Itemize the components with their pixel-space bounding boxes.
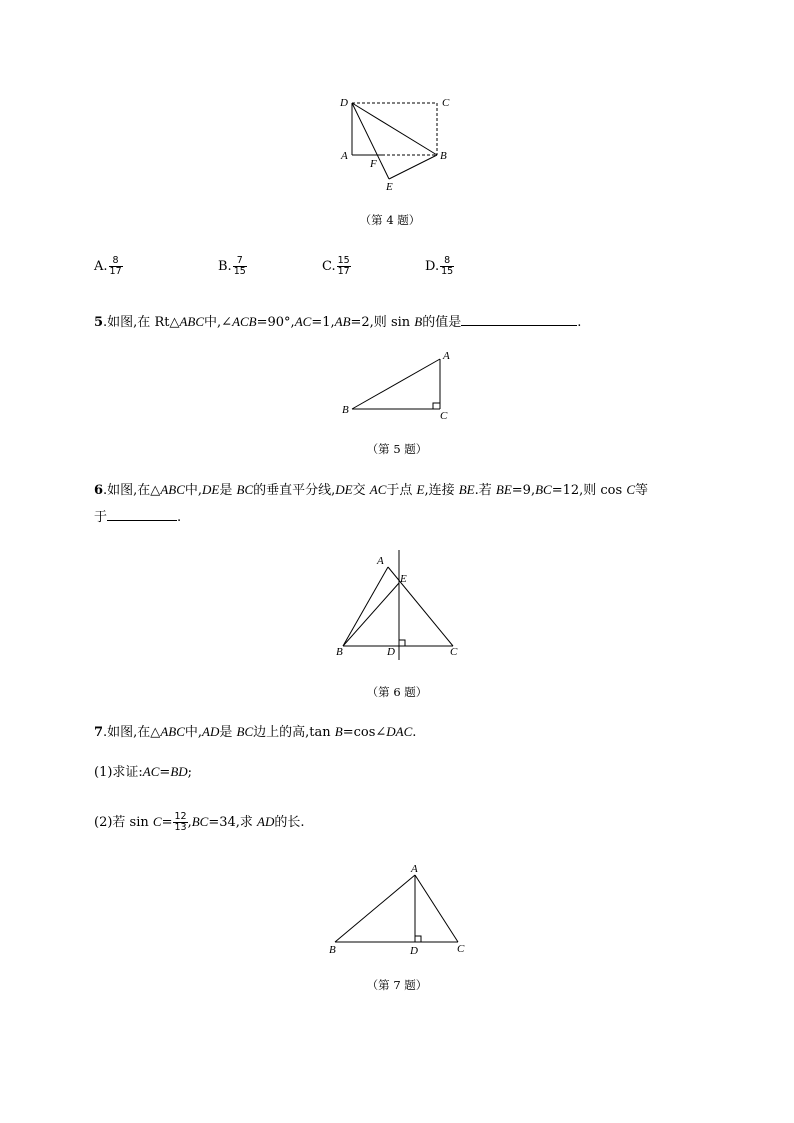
question-7-number: 7 — [94, 725, 104, 740]
figure-6 — [330, 545, 465, 665]
q6-c: C — [626, 482, 635, 497]
question-7 — [94, 722, 416, 743]
option-a — [94, 256, 123, 277]
figure-4 — [330, 90, 460, 200]
q5-ac: AC — [294, 314, 312, 329]
q7-p2-sep: , — [187, 815, 192, 830]
q7-text-f: . — [412, 725, 417, 740]
q6-text-f: 于点 — [386, 483, 417, 498]
option-d-den: 15 — [441, 266, 454, 277]
label-d: D — [387, 646, 395, 658]
q6-text-g: ,连接 — [424, 483, 459, 498]
q5-acb: ACB — [232, 314, 257, 329]
question-6-number: 6 — [94, 483, 104, 498]
option-a-den: 17 — [109, 266, 122, 277]
label-a: A — [341, 150, 348, 162]
q7-p1-eq: = — [159, 765, 171, 780]
option-c-letter: C. — [322, 259, 336, 274]
q6-line2-text: 于 — [94, 510, 108, 525]
q7-p2-bc: BC — [191, 814, 209, 829]
option-c-den: 17 — [337, 266, 350, 277]
q5-text-e: =2,则 sin — [350, 315, 415, 330]
option-c — [322, 256, 351, 277]
q5-text-d: =1, — [311, 315, 335, 330]
option-a-num: 8 — [109, 256, 123, 267]
q7-p1-ac: AC — [142, 764, 160, 779]
label-d: D — [340, 97, 348, 109]
label-a: A — [411, 863, 418, 875]
q7-p2-c: C — [152, 814, 162, 829]
q7-dac: DAC — [386, 724, 413, 739]
q5-b: B — [414, 314, 423, 329]
option-d-num: 8 — [440, 256, 454, 267]
q6-text-d: 的垂直平分线, — [253, 483, 336, 498]
label-a: A — [443, 350, 450, 362]
q5-answer-blank[interactable] — [461, 313, 577, 326]
option-b-den: 15 — [233, 266, 246, 277]
q6-text-h: .若 — [474, 483, 496, 498]
q7-p1-text: (1)求证: — [94, 765, 143, 780]
q7-p2-end: 的长. — [274, 815, 305, 830]
q5-ab: AB — [334, 314, 351, 329]
label-c: C — [457, 943, 465, 955]
option-c-num: 15 — [337, 255, 350, 266]
figure-5 — [335, 345, 460, 425]
figure-6-diagram — [330, 545, 465, 665]
question-7-part-1 — [94, 762, 192, 783]
q6-text-a: .如图,在△ — [103, 483, 161, 498]
q7-text-a: .如图,在△ — [103, 725, 161, 740]
q7-p1-end: ; — [187, 765, 193, 780]
label-c: C — [440, 410, 448, 422]
option-d — [425, 256, 454, 277]
q6-de: DE — [202, 482, 220, 497]
option-b-letter: B. — [218, 259, 232, 274]
q6-be: BE — [458, 482, 475, 497]
q6-end: . — [177, 510, 182, 525]
label-c: C — [442, 97, 450, 109]
label-b: B — [440, 150, 447, 162]
option-b-fraction — [233, 256, 247, 277]
option-d-letter: D. — [425, 259, 440, 274]
option-b-num: 7 — [233, 256, 247, 267]
q5-text-f: 的值是 — [422, 315, 462, 330]
q7-p2-text: (2)若 sin — [94, 815, 153, 830]
q6-text-k: 等 — [635, 483, 649, 498]
q6-bc2: BC — [535, 482, 552, 497]
q5-end: . — [577, 315, 582, 330]
figure-5-diagram — [335, 345, 460, 425]
label-b: B — [329, 944, 336, 956]
q6-e: E — [416, 482, 425, 497]
q7-text-c: 是 — [219, 725, 237, 740]
label-e: E — [386, 181, 393, 193]
question-6-line2 — [94, 508, 181, 528]
q6-be2: BE — [495, 482, 512, 497]
figure-5-caption: （第 5 题） — [366, 442, 428, 456]
q5-text-b: 中,∠ — [204, 315, 233, 330]
label-c: C — [450, 646, 458, 658]
q5-text-a: .如图,在 Rt△ — [103, 315, 180, 330]
q6-de2: DE — [335, 482, 353, 497]
q7-p2-eq: = — [161, 815, 173, 830]
q6-bc: BC — [236, 482, 254, 497]
label-a: A — [377, 555, 384, 567]
q7-ad: AD — [202, 724, 220, 739]
label-f: F — [370, 158, 377, 170]
figure-4-diagram — [330, 90, 460, 200]
question-5 — [94, 312, 581, 333]
figure-4-caption: （第 4 题） — [359, 213, 421, 227]
q7-abc: ABC — [160, 724, 185, 739]
option-b — [218, 256, 247, 277]
option-a-letter: A. — [94, 259, 108, 274]
q6-text-c: 是 — [219, 483, 237, 498]
question-6 — [94, 480, 648, 501]
q6-answer-blank[interactable] — [107, 508, 177, 521]
q7-p2-fraction — [173, 812, 187, 833]
q7-text-d: 边上的高,tan — [253, 725, 335, 740]
q6-text-e: 交 — [352, 483, 370, 498]
q7-b: B — [334, 724, 343, 739]
q7-p2-den: 13 — [174, 822, 187, 833]
label-e: E — [400, 573, 407, 585]
q6-abc: ABC — [160, 482, 185, 497]
q7-bc: BC — [236, 724, 254, 739]
q6-ac: AC — [369, 482, 387, 497]
label-b: B — [342, 404, 349, 416]
option-a-fraction — [109, 256, 123, 277]
q6-text-i: =9, — [511, 483, 536, 498]
q6-text-j: =12,则 cos — [551, 483, 627, 498]
q7-p2-num: 12 — [174, 811, 187, 822]
option-c-fraction — [337, 256, 351, 277]
q6-text-b: 中, — [184, 483, 203, 498]
q5-text-c: =90°, — [256, 315, 295, 330]
q5-abc: ABC — [179, 314, 205, 329]
figure-7-diagram — [320, 860, 475, 960]
label-d: D — [410, 945, 418, 957]
figure-6-caption: （第 6 题） — [366, 685, 428, 699]
option-d-fraction — [440, 256, 454, 277]
q7-p1-bd: BD — [170, 764, 188, 779]
q7-text-e: =cos∠ — [342, 725, 387, 740]
figure-7 — [320, 860, 475, 960]
question-5-number: 5 — [94, 315, 104, 330]
figure-7-caption: （第 7 题） — [366, 978, 428, 992]
q7-text-b: 中, — [184, 725, 203, 740]
q7-p2-ad: AD — [257, 814, 275, 829]
q7-p2-text-b: =34,求 — [208, 815, 258, 830]
label-b: B — [336, 646, 343, 658]
question-7-part-2 — [94, 812, 305, 833]
